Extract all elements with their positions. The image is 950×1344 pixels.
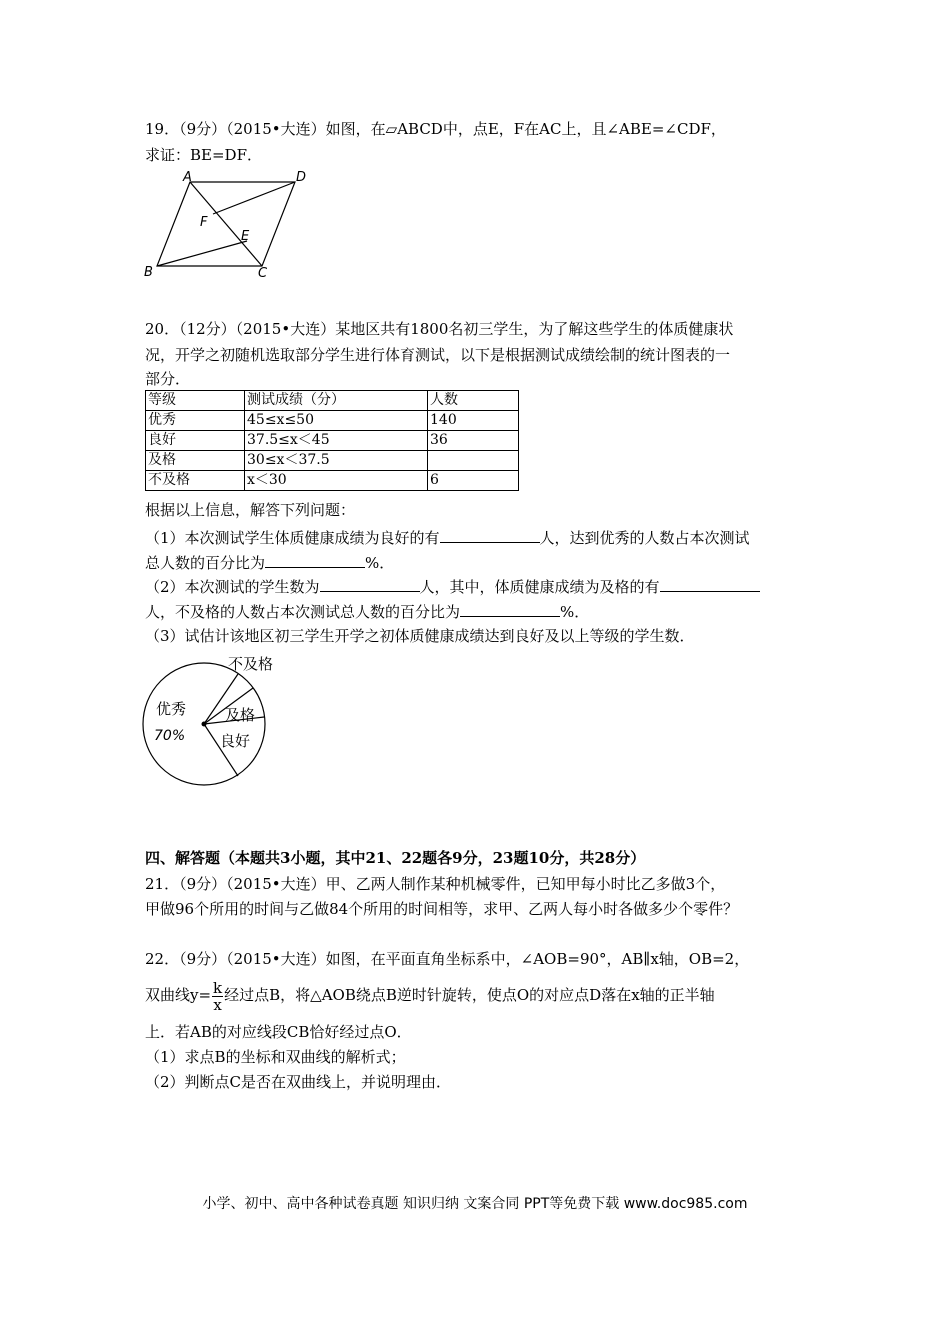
q20-part2-line1 xyxy=(145,576,760,597)
answer-blank[interactable] xyxy=(660,576,760,592)
q20-line3: 部分． xyxy=(145,370,191,388)
q20-p2d: %． xyxy=(560,603,590,621)
table-row xyxy=(146,411,519,431)
q19-line2: 求证：BE=DF． xyxy=(145,146,262,164)
table-row xyxy=(146,471,519,491)
q20-part3: （3）试估计该地区初三学生开学之初体质健康成绩达到良好及以上等级的学生数． xyxy=(145,627,695,645)
q20-part1-line1 xyxy=(145,527,750,548)
q22-part1: （1）求点B的坐标和双曲线的解析式； xyxy=(145,1048,406,1066)
table-header-row xyxy=(146,391,519,411)
table-cell: 36 xyxy=(428,431,519,451)
table-cell: 37.5≤x＜45 xyxy=(245,431,428,451)
q20-p1b: 人，达到优秀的人数占本次测试 xyxy=(539,529,750,547)
q21-line2: 甲做96个所用的时间与乙做84个所用的时间相等，求甲、乙两人每小时各做多少个零件？ xyxy=(145,900,739,918)
q20-p2a: （2）本次测试的学生数为 xyxy=(145,578,320,596)
label-c: C xyxy=(258,266,268,280)
pie-label-lianghao: 良好 xyxy=(220,732,251,750)
label-d: D xyxy=(296,170,307,185)
q20-line2: 况，开学之初随机选取部分学生进行体育测试，以下是根据测试成绩绘制的统计图表的一 xyxy=(145,346,731,364)
q20-p1a: （1）本次测试学生体质健康成绩为良好的有 xyxy=(145,529,440,547)
table-cell: 140 xyxy=(428,411,519,431)
table-cell: 6 xyxy=(428,471,519,491)
table-cell: 优秀 xyxy=(146,411,245,431)
pie-label-bujige: 不及格 xyxy=(228,655,274,673)
q22-part2: （2）判断点C是否在双曲线上，并说明理由． xyxy=(145,1073,452,1091)
q20-p1c: 总人数的百分比为 xyxy=(145,554,266,572)
score-table xyxy=(145,390,519,491)
q22-line3: 上．若AB的对应线段CB恰好经过点O． xyxy=(145,1023,412,1041)
pie-label-youxiu: 优秀 xyxy=(156,700,187,718)
q22-line2b: 经过点B，将△AOB绕点B逆时针旋转，使点O的对应点D落在x轴的正半轴 xyxy=(224,986,715,1004)
table-row xyxy=(146,451,519,471)
q20-part1-line2 xyxy=(145,552,394,573)
table-cell: 良好 xyxy=(146,431,245,451)
q22-line2a: 双曲线y= xyxy=(145,986,212,1004)
table-cell: 30≤x＜37.5 xyxy=(245,451,428,471)
q20-line1: 20．（12分）（2015•大连）某地区共有1800名初三学生，为了解这些学生的体质健康状 xyxy=(145,320,734,338)
answer-blank[interactable] xyxy=(320,576,420,592)
table-cell: 45≤x≤50 xyxy=(245,411,428,431)
table-header-cell: 等级 xyxy=(146,391,245,411)
fraction-k-over-x xyxy=(212,980,223,1013)
label-f: F xyxy=(200,215,208,230)
pie-center xyxy=(202,722,207,727)
parallelogram-figure xyxy=(140,170,320,280)
table-cell: 及格 xyxy=(146,451,245,471)
q20-p1d: %． xyxy=(365,554,395,572)
q20-p2b: 人，其中，体质健康成绩为及格的有 xyxy=(419,578,660,596)
table-header-cell: 人数 xyxy=(428,391,519,411)
table-cell xyxy=(428,451,519,471)
answer-blank[interactable] xyxy=(265,552,365,568)
q22-line2 xyxy=(145,977,715,1013)
q22-line1: 22．（9分）（2015•大连）如图，在平面直角坐标系中，∠AOB=90°，AB∥x轴，OB=2， xyxy=(145,950,750,968)
fraction-numerator: k xyxy=(213,978,223,997)
pie-label-jige: 及格 xyxy=(225,706,256,724)
pie-label-pct: 70% xyxy=(154,728,186,744)
page-footer: 小学、初中、高中各种试卷真题 知识归纳 文案合同 PPT等免费下载 www.doc985.com xyxy=(202,1196,748,1212)
answer-blank[interactable] xyxy=(460,601,560,617)
q20-p2c: 人，不及格的人数占本次测试总人数的百分比为 xyxy=(145,603,461,621)
table-cell: x＜30 xyxy=(245,471,428,491)
label-a: A xyxy=(183,170,192,185)
fraction-denominator: x xyxy=(213,995,222,1014)
q21-line1: 21．（9分）（2015•大连）甲、乙两人制作某种机械零件，已知甲每小时比乙多做3个， xyxy=(145,875,726,893)
pie-chart xyxy=(140,650,300,790)
q20-intro: 根据以上信息，解答下列问题： xyxy=(145,501,356,519)
section-heading: 四、解答题（本题共3小题，其中21、22题各9分，23题10分，共28分） xyxy=(145,849,646,867)
label-e: E xyxy=(241,229,250,244)
q19-line1: 19．（9分）（2015•大连）如图，在▱ABCD中，点E，F在AC上，且∠ABE=∠CDF， xyxy=(145,120,726,138)
table-cell: 不及格 xyxy=(146,471,245,491)
answer-blank[interactable] xyxy=(440,527,540,543)
q20-part2-line2 xyxy=(145,601,589,622)
table-row xyxy=(146,431,519,451)
table-header-cell: 测试成绩（分） xyxy=(245,391,428,411)
label-b: B xyxy=(144,265,153,280)
